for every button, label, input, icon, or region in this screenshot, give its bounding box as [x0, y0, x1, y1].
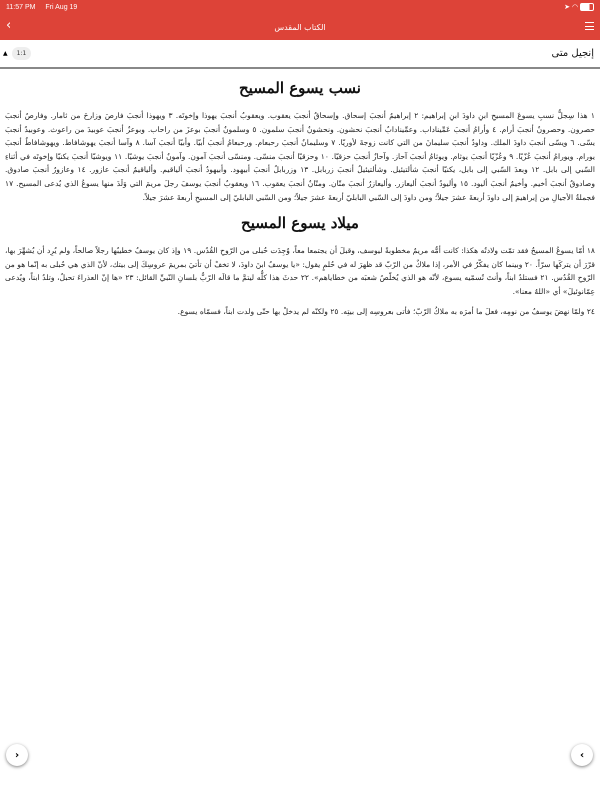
verse-paragraph: ٢٤ ولمّا نهضَ يوسفُ من نومِه، فعلَ ما أمرَه به ملاكُ الرّبّ؛ فأتى بعروسِه إلى بيتِه. ٢٥ ولكنّه لم يدخلْ بها حتّى ولدت ابناً، فسمّاه يسوع.	[177, 306, 595, 316]
book-bar	[0, 40, 600, 69]
battery-icon	[580, 3, 594, 11]
status-time: 11:57 PM	[6, 3, 36, 11]
status-bar	[0, 0, 600, 14]
chapter-selector[interactable]	[3, 47, 31, 60]
status-date: Fri Aug 19	[45, 3, 78, 11]
page-title: الكتاب المقدس	[274, 22, 326, 32]
verse-paragraph: ١٨ أمّا يسوعُ المسيحُ فقد تمّت ولادتُه هكذا: كانت أمُّه مريمُ مخطوبةً ليوسف، وقبلَ أن يجتمعا معاً، وُجِدَت حُبلى من الرّوحِ القُدُس. ١٩ وإذ كان يوسفُ خطيبُها رجلاً صالحاً، ولم يُرِد أن يُشهِّرَ بها، قرّرَ أن يتركَها سرّاً. ٢٠ وبينما كان يفكّرُ في الأمر، إذا ملاكٌ من الرّبّ قد ظهرَ له في حُلمٍ يقول: «يا يوسفُ ابنَ داودَ، لا تخفْ أن تأتيَ بمريمَ عروسِكَ إلى بيتك، لأنّ الذي هي حُبلى به إنّما هو من الرّوحِ القُدُس. ٢١ فستلدُ ابناً، وأنتَ تُسمّيه يسوع، لأنّه هو الذي يُخلّصُ شعبَه من خطاياهم». ٢٢ حدثَ هذا كلُّه ليتمَّ ما قالَه الرّبُّ بلسانِ النّبيِّ القائل: ٢٣ «ها إنّ العذراءَ تحبلُ، وتلدُ ابناً، ويُدعى عِمّانوئيلَ» أي «اللهُ معنا».	[5, 246, 595, 296]
verse-paragraph: ١ هذا سِجلُّ نسبِ يسوعَ المسيحِ ابنِ داودَ ابنِ إبراهيم: ٢ إبراهيمُ أنجبَ إسحاق. وإسحاقُ أنجبَ يعقوب. ويعقوبُ أنجبَ يهوذا وإخوتَه. ٣ ويهوذا أنجبَ فارصَ وزارحَ من ثامار. وفارصُ أنجبَ حصرون. وحصرونُ أنجبَ أرام. ٤ وأرامُ أنجبَ عَمِّيناداب. وعمِّينادابُ أنجبَ نحشون. ونحشونُ أنجبَ سلمون. ٥ وسلمونُ أنجبَ بوعزَ من راحاب. وبوعزُ أنجبَ عوبيدَ من راعوث. وعوبيدُ أنجبَ يسّى. ٦ ويسّى أنجبَ داودَ الملك. وداودُ أنجبَ سليمانَ من التي كانت زوجةَ لأوريّا. ٧ وسليمانُ أنجبَ رحبعام. ورحبعامُ أنجبَ أبيّا. وأبيّا أنجبَ آسا. ٨ وآسا أنجبَ يهوشافاط. ويهوشافاطُ أنجبَ يورام. ويورامُ أنجبَ عُزّيّا. ٩ وعُزّيّا أنجبَ يوثام. ويوثامُ أنجبَ آحاز. وآحازُ أنجبَ حزقيّا. ١٠ وحزقيّا أنجبَ منسّى. ومنسّى أنجبَ آمون. وآمونُ أنجبَ يوشيّا. ١١ ويوشيّا أنجبَ يكنيّا وإخوتَه في أثناءِ السّبي إلى بابل. ١٢ وبعدَ السّبي إلى بابل، يكنيّا أنجبَ شألتيئيل. وشألتيئيلُ أنجبَ زربابل. ١٣ وزربابلُ أنجبَ أبيهود. وأبيهودُ أنجبَ ألياقيم. وألياقيمُ أنجبَ عازور. ١٤ وعازورُ أنجبَ صادوق. وصادوقُ أنجبَ أخيم. وأخيمُ أنجبَ أليود. ١٥ وأليودُ أنجبَ أليعازر. وأليعازرُ أنجبَ متّان. ومتّانُ أنجبَ يعقوب. ١٦ ويعقوبُ أنجبَ يوسفَ رجلَ مريمَ التي وَلَدَ منها يسوعُ الذي يُدعى المسيح. ١٧ فجملةُ الأجيالِ من إبراهيمَ إلى داودَ أربعةَ عشرَ جيلاً؛ ومن داودَ إلى السّبي البابليّ أربعةَ عشرَ جيلاً؛ ومن السّبي البابليّ إلى المسيحِ أربعةَ عشرَ جيلاً.	[5, 111, 595, 202]
caret-up-icon: ▲	[3, 50, 8, 57]
section-title: ميلاد يسوع المسيح	[241, 214, 359, 233]
book-name[interactable]: إنجيل متى	[551, 48, 594, 59]
next-chapter-button[interactable]: ›	[6, 744, 28, 766]
previous-chapter-button[interactable]: ‹	[571, 744, 593, 766]
location-icon: ➤	[564, 3, 570, 11]
wifi-icon: ◠	[571, 3, 579, 11]
back-button[interactable]: ‹	[6, 18, 12, 33]
scripture-content	[0, 79, 600, 318]
menu-icon[interactable]	[585, 22, 594, 33]
chapter-badge[interactable]: 1:1	[12, 47, 32, 60]
status-icons	[564, 3, 594, 11]
app-header	[0, 0, 600, 40]
section-title: نسب يسوع المسيح	[239, 79, 361, 97]
